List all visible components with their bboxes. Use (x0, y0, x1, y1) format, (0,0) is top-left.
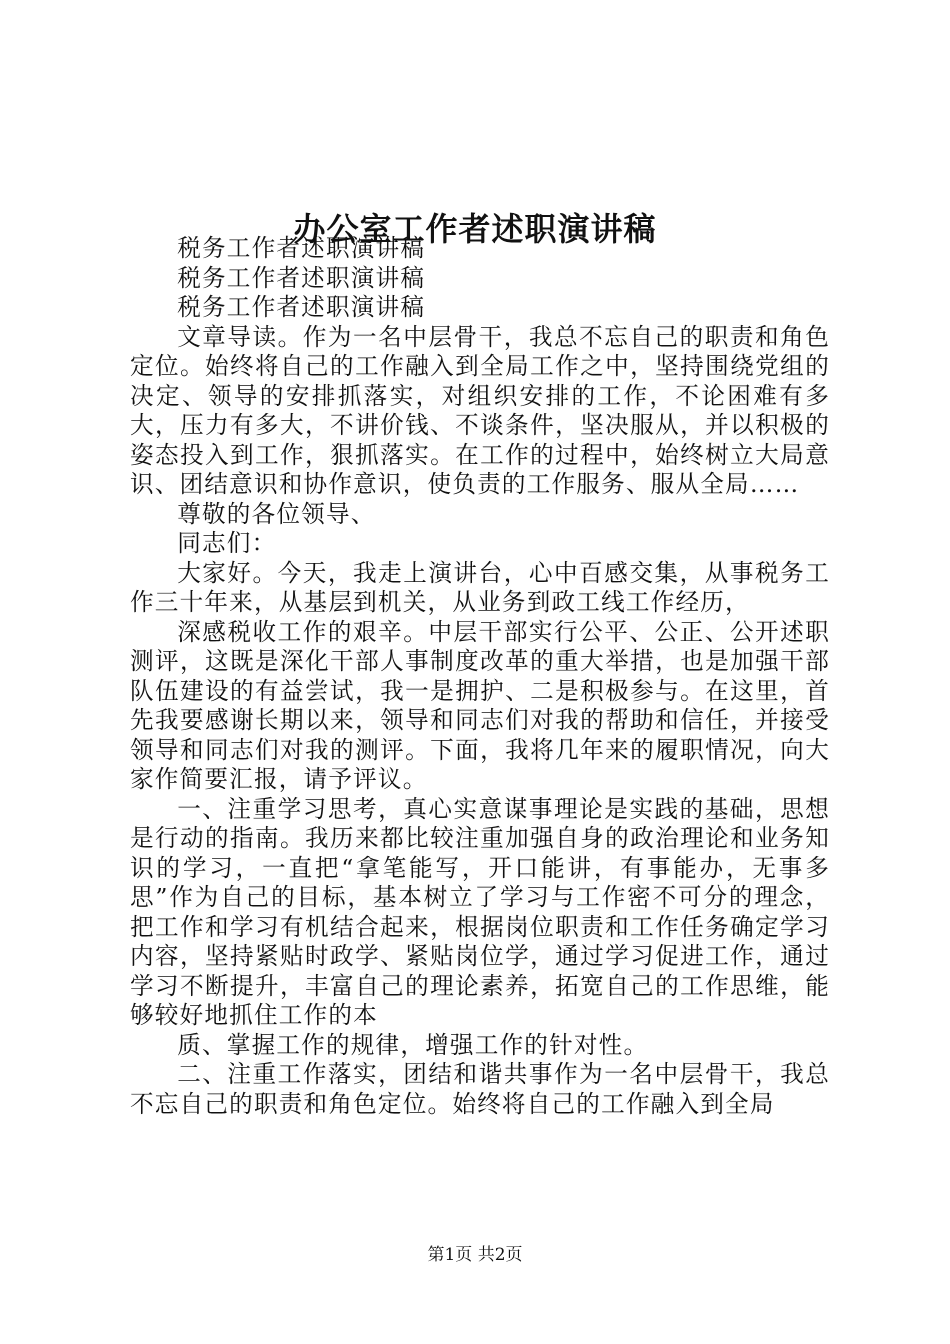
paragraph: 质、掌握工作的规律，增强工作的针对性。 (177, 1030, 649, 1059)
page-indicator: 第1页 共2页 (427, 1245, 523, 1265)
paragraph: 税务工作者述职演讲稿 (177, 263, 426, 292)
paragraph: 同志们： (177, 529, 277, 557)
paragraph: 税务工作者述职演讲稿 (177, 234, 426, 262)
paragraph: 文章导读。作为一名中层骨干，我总不忘自己的职责和角色定位。始终将自己的工作融入到全局工作之中，坚持围绕党组的决定、领导的安排抓落实，对组织安排的工作，不论困难有多大，压力有多大，不讲价钱、不谈条件，坚决服从，并以积极的姿态投入到工作，狠抓落实。在工作的过程中，始终树立大局意识、团结意识和协作意识，使负责的工作服务、服从全局…… (130, 322, 830, 498)
paragraph: 大家好。今天，我走上演讲台，心中百感交集，从事税务工作三十年来，从基层到机关，从业务到政工线工作经历， (130, 558, 830, 616)
paragraph: 尊敬的各位领导、 (177, 499, 376, 528)
paragraph: 税务工作者述职演讲稿 (177, 293, 426, 321)
document-title: 办公室工作者述职演讲稿 (293, 210, 657, 249)
paragraph: 深感税收工作的艰辛。中层干部实行公平、公正、公开述职测评，这既是深化干部人事制度改革的重大举措，也是加强干部队伍建设的有益尝试，我一是拥护、二是积极参与。在这里，首先我要感谢长期以来，领导和同志们对我的帮助和信任，并接受领导和同志们对我的测评。下面，我将几年来的履职情况，向大家作简要汇报，请予评议。 (130, 617, 830, 793)
paragraph: 二、注重工作落实，团结和谐共事作为一名中层骨干，我总不忘自己的职责和角色定位。始终将自己的工作融入到全局 (130, 1060, 830, 1118)
paragraph: 一、注重学习思考，真心实意谋事理论是实践的基础，思想是行动的指南。我历来都比较注重加强自身的政治理论和业务知识的学习，一直把“拿笔能写，开口能讲，有事能办，无事多思”作为自己的目标，基本树立了学习与工作密不可分的理念，把工作和学习有机结合起来，根据岗位职责和工作任务确定学习内容，坚持紧贴时政学、紧贴岗位学，通过学习促进工作，通过学习不断提升，丰富自己的理论素养，拓宽自己的工作思维，能够较好地抓住工作的本 (130, 794, 830, 1029)
document-body (130, 234, 830, 1119)
page-footer (0, 1243, 950, 1267)
